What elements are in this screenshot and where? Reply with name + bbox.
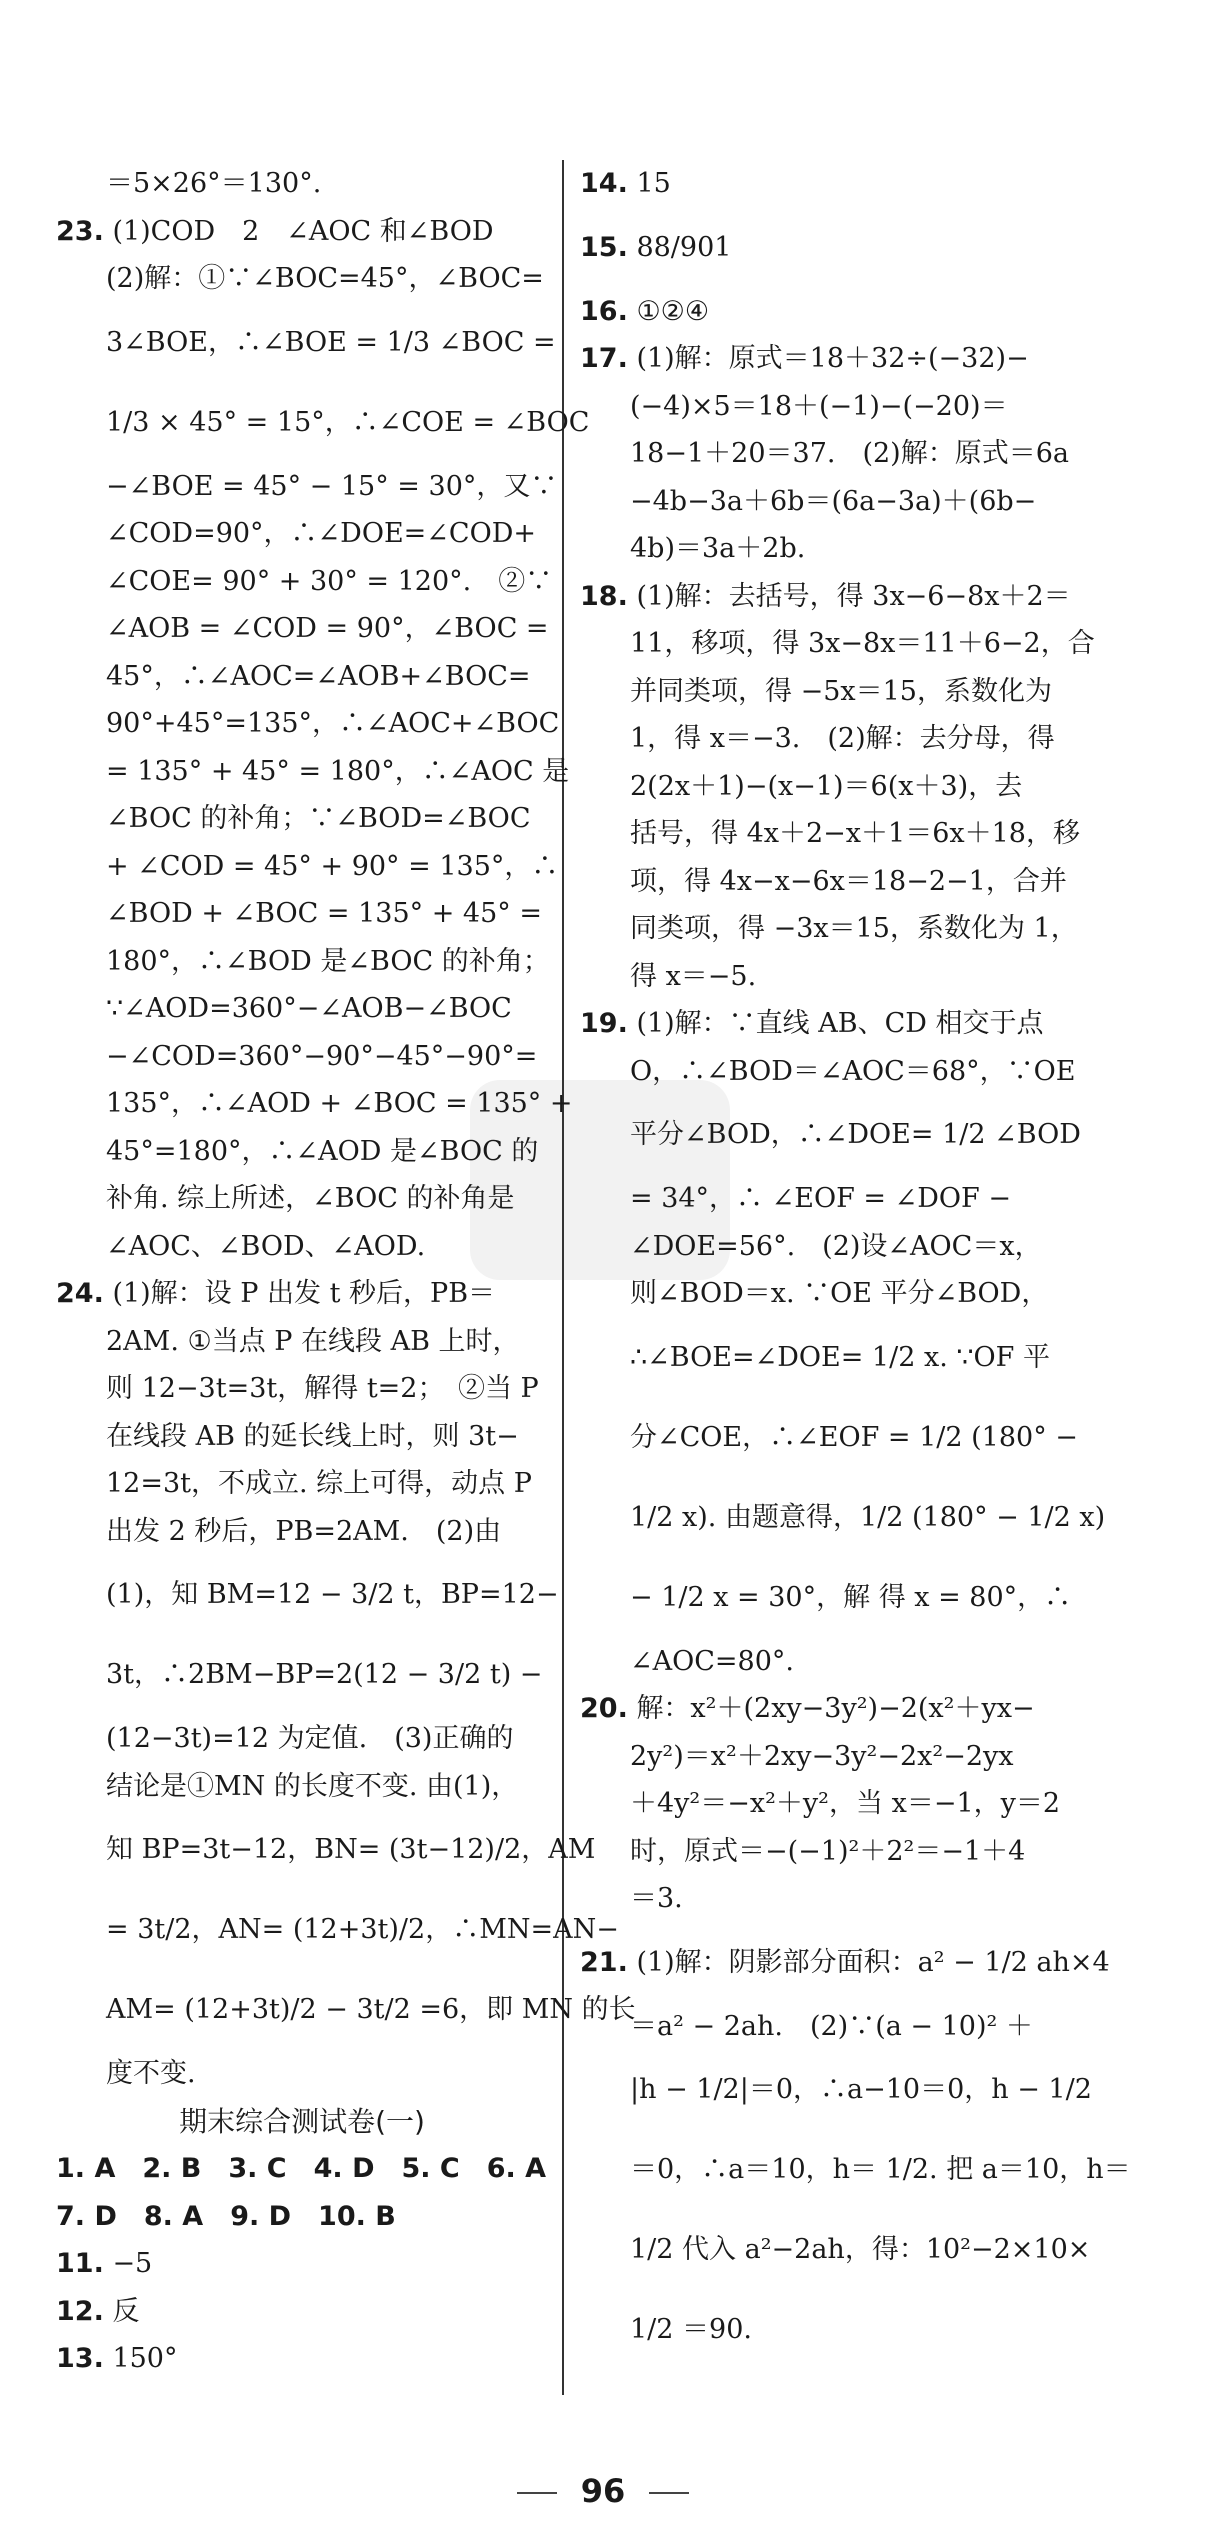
answer-text: = 34°，∴ ∠EOF = ∠DOF − <box>630 1183 1011 1214</box>
answer-text: ∠AOC、∠BOD、∠AOD. <box>106 1230 426 1262</box>
answer-line <box>580 2003 1152 2051</box>
column-divider <box>562 160 564 2395</box>
answer-line <box>56 1318 548 1366</box>
answer-line <box>56 2240 548 2288</box>
answer-line <box>580 1733 1152 1781</box>
answer-line <box>56 2050 548 2098</box>
answer-text: − 1/2 x = 30°，解 得 x = 80°，∴ <box>630 1581 1072 1613</box>
answer-line <box>580 208 1152 288</box>
answer-text: ∠AOB = ∠COD = 90°，∠BOC = <box>106 613 549 644</box>
answer-line <box>56 795 548 843</box>
answer-line <box>580 430 1152 478</box>
answer-line <box>56 1175 548 1223</box>
question-number: 11. <box>56 2248 104 2279</box>
answer-line <box>580 1478 1152 1558</box>
answer-line <box>580 1638 1152 1686</box>
answer-text: 分∠COE，∴∠EOF = 1/2 (180° − <box>630 1421 1078 1453</box>
answer-line <box>56 160 548 208</box>
answer-text: ∠BOC 的补角；∵∠BOD=∠BOC <box>106 803 531 834</box>
answer-text: 同类项，得 −3x＝15，系数化为 1， <box>630 913 1078 944</box>
answer-line <box>56 843 559 891</box>
answer-text: 45°=180°，∴∠AOD 是∠BOC 的 <box>106 1135 539 1167</box>
answer-text: ＝a² − 2ah. (2)∵(a − 10)² ＋ <box>630 2010 1033 2042</box>
question-number: 13. <box>56 2343 104 2374</box>
answer-line <box>56 1460 548 1508</box>
section-title: 期末综合测试卷(一) <box>179 2104 425 2138</box>
answer-text: 1，得 x＝−3. (2)解：去分母，得 <box>630 723 1055 754</box>
answer-text: 补角. 综上所述，∠BOC 的补角是 <box>106 1183 515 1214</box>
answer-text: 180°，∴∠BOD 是∠BOC 的补角； <box>106 945 550 977</box>
answer-text: 括号，得 4x＋2−x＋1＝6x＋18，移 <box>630 818 1080 849</box>
answer-line <box>580 1223 1152 1271</box>
answer-text: 项，得 4x−x−6x＝18−2−1，合并 <box>630 865 1067 897</box>
question-number: 20. <box>580 1693 628 1724</box>
answer-line <box>56 1080 573 1128</box>
answer-text: (1)，知 BM=12 − 3/2 t，BP=12− <box>106 1579 559 1610</box>
answer-text: 2y²)＝x²＋2xy−3y²−2x²−2yx <box>630 1740 1014 1772</box>
answer-line <box>56 1033 548 1081</box>
question-number: 17. <box>580 343 628 374</box>
answer-text: (1)解：阴影部分面积：a² − 1/2 ah×4 <box>636 1946 1110 1978</box>
answer-line <box>580 1828 1152 1876</box>
answer-text: = 135° + 45° = 180°，∴∠AOC 是 <box>106 755 570 787</box>
answer-text: 18−1＋20＝37. (2)解：原式＝6a <box>630 438 1069 469</box>
answer-text: ＋4y²＝−x²＋y²，当 x＝−1，y＝2 <box>630 1788 1061 1819</box>
answer-line <box>56 208 548 256</box>
answer-text: ∵∠AOD=360°−∠AOB−∠BOC <box>106 993 512 1024</box>
answer-line <box>56 1365 548 1413</box>
answer-text: 2(2x＋1)−(x−1)＝6(x＋3)，去 <box>630 770 1023 802</box>
answer-text: ∠AOC=80°. <box>630 1645 794 1677</box>
answer-text: 结论是①MN 的长度不变. 由(1)， <box>106 1770 519 1802</box>
answer-line <box>580 1923 1152 2003</box>
answer-text: (−4)×5＝18＋(−1)−(−20)＝ <box>630 390 1008 422</box>
answer-text: −∠BOE = 45° − 15° = 30°，又∵ <box>106 470 558 502</box>
answer-text: (12−3t)=12 为定值. (3)正确的 <box>106 1723 514 1754</box>
answer-text: (1)COD 2 ∠AOC 和∠BOD <box>112 215 494 247</box>
answer-text: 2AM. ①当点 P 在线段 AB 上时， <box>106 1325 520 1357</box>
answer-text: 反 <box>112 2295 140 2327</box>
answer-text: 则∠BOD＝x. ∵OE 平分∠BOD， <box>630 1278 1049 1309</box>
answer-line <box>580 1000 1152 1048</box>
multiple-choice-answers: 1. A 2. B 3. C 4. D 5. C 6. A <box>56 2153 547 2184</box>
footer-dash-right <box>649 2492 689 2494</box>
answer-text: 解：x²＋(2xy−3y²)−2(x²＋yx− <box>636 1693 1035 1724</box>
answer-text: 1/2 x). 由题意得，1/2 (180° − 1/2 x) <box>630 1501 1106 1533</box>
answer-text: (2)解：①∵∠BOC=45°，∠BOC= <box>106 263 544 294</box>
answer-line <box>580 763 1152 811</box>
answer-text: ∴∠BOE=∠DOE= 1/2 x. ∵OF 平 <box>630 1341 1050 1373</box>
answer-line <box>56 2288 548 2336</box>
answer-text: 在线段 AB 的延长线上时，则 3t− <box>106 1420 519 1452</box>
answer-text: 3∠BOE，∴∠BOE = 1/3 ∠BOC = <box>106 326 556 358</box>
answer-text: 11，移项，得 3x−8x＝11＋6−2，合 <box>630 628 1095 659</box>
answer-line <box>56 2335 548 2383</box>
answer-text: AM= (12+3t)/2 − 3t/2 =6，即 MN 的长 <box>106 1994 636 2025</box>
answer-line <box>580 2130 1152 2210</box>
answer-line <box>580 2210 1152 2290</box>
answer-line <box>56 463 558 511</box>
answer-line <box>580 573 1152 621</box>
answer-line <box>56 1270 548 1318</box>
answer-text: (1)解：设 P 出发 t 秒后，PB＝ <box>112 1278 496 1309</box>
answer-line <box>56 383 590 463</box>
answer-line <box>56 510 548 558</box>
question-number: 14. <box>580 168 628 199</box>
answer-line <box>580 525 1152 573</box>
answer-line <box>56 890 548 938</box>
answer-text: 15 <box>636 168 671 199</box>
answer-text: ＝5×26°＝130°. <box>106 168 322 199</box>
question-number: 23. <box>56 215 104 247</box>
answer-line <box>56 605 548 653</box>
answer-text: ＝3. <box>630 1883 683 1914</box>
answer-line <box>580 1095 1152 1175</box>
answer-line <box>580 1175 1152 1223</box>
answer-text: 1/2 代入 a²−2ah，得：10²−2×10× <box>630 2234 1091 2265</box>
answer-text: (1)解：去括号，得 3x−6−8x＋2＝ <box>636 580 1071 612</box>
answer-line <box>580 715 1152 763</box>
question-number: 19. <box>580 1008 628 1039</box>
answer-text: 12=3t，不成立. 综上可得，动点 P <box>106 1468 532 1499</box>
answer-line <box>56 700 560 748</box>
answer-line <box>580 2050 1152 2130</box>
answer-text: 88/901 <box>636 231 732 263</box>
answer-line <box>56 1810 596 1890</box>
answer-line <box>56 558 553 606</box>
question-number: 18. <box>580 580 628 612</box>
answer-line <box>580 1685 1152 1733</box>
answer-text: 150° <box>112 2343 178 2374</box>
right-column <box>580 160 1152 2370</box>
answer-text: −∠COD=360°−90°−45°−90°= <box>106 1040 538 1072</box>
answer-text: (1)解：原式＝18＋32÷(−32)− <box>636 343 1029 374</box>
answer-line <box>56 748 570 796</box>
question-number: 15. <box>580 231 628 263</box>
answer-text: −4b−3a＋6b＝(6a−3a)＋(6b− <box>630 485 1037 517</box>
answer-line <box>580 668 1152 716</box>
answer-line <box>56 653 548 701</box>
answer-text: 则 12−3t=3t，解得 t=2； ②当 P <box>106 1373 539 1404</box>
answer-line <box>580 288 1152 336</box>
answer-line <box>580 2290 1152 2370</box>
answer-text: 平分∠BOD，∴∠DOE= 1/2 ∠BOD <box>630 1119 1081 1150</box>
answer-line <box>56 985 548 1033</box>
question-number: 16. <box>580 295 628 327</box>
answer-line <box>56 255 548 303</box>
answer-text: 时，原式＝−(−1)²＋2²＝−1＋4 <box>630 1835 1026 1867</box>
answer-line <box>56 1223 548 1271</box>
answer-text: 度不变. <box>106 2058 196 2089</box>
answer-line <box>580 1398 1152 1478</box>
answer-line <box>580 1780 1152 1828</box>
multiple-choice-answers: 7. D 8. A 9. D 10. B <box>56 2200 396 2232</box>
answer-line <box>56 1970 636 2050</box>
answer-text: 90°+45°=135°，∴∠AOC+∠BOC <box>106 708 560 739</box>
answer-line <box>56 1413 548 1461</box>
answer-text: 4b)＝3a＋2b. <box>630 533 806 564</box>
answer-text: O，∴∠BOD＝∠AOC＝68°，∵OE <box>630 1055 1076 1087</box>
footer-dash-left <box>517 2492 557 2494</box>
answer-text: ∠COD=90°，∴∠DOE=∠COD+ <box>106 518 536 549</box>
answer-line <box>580 905 1152 953</box>
answer-line <box>580 1318 1152 1398</box>
answer-text: (1)解：∵直线 AB、CD 相交于点 <box>636 1008 1044 1039</box>
answer-text: ∠COE= 90° + 30° = 120°. ②∵ <box>106 565 553 597</box>
answer-line <box>580 1048 1152 1096</box>
answer-line <box>580 953 1152 1001</box>
answer-line <box>56 1635 548 1715</box>
answer-text: 1/2 ＝90. <box>630 2314 752 2345</box>
answer-line <box>56 1715 548 1763</box>
question-number: 12. <box>56 2295 104 2327</box>
answer-line <box>56 1555 559 1635</box>
answer-text: −5 <box>112 2248 153 2279</box>
question-number: 24. <box>56 1278 104 1309</box>
answer-line <box>56 1508 548 1556</box>
answer-text: |h − 1/2|＝0，∴a−10＝0，h − 1/2 <box>630 2074 1092 2105</box>
answer-text: 1/3 × 45° = 15°，∴∠COE = ∠BOC <box>106 406 590 438</box>
answer-text: 135°，∴∠AOD + ∠BOC = 135° + <box>106 1088 573 1119</box>
answer-text: ∠DOE=56°. (2)设∠AOC＝x， <box>630 1230 1042 1262</box>
answer-line <box>580 1270 1152 1318</box>
answer-line <box>580 858 1152 906</box>
answer-text: 知 BP=3t−12，BN= (3t−12)/2，AM <box>106 1834 596 1865</box>
answer-line <box>580 1875 1152 1923</box>
page-footer <box>0 2472 1206 2510</box>
answer-text: ∠BOD + ∠BOC = 135° + 45° = <box>106 898 542 929</box>
answer-line <box>580 383 1152 431</box>
answer-line <box>56 303 556 383</box>
answer-line <box>580 810 1152 858</box>
answer-text: + ∠COD = 45° + 90° = 135°，∴ <box>106 850 559 882</box>
answer-text: 3t，∴2BM−BP=2(12 − 3/2 t) − <box>106 1659 543 1690</box>
answer-text: 45°，∴∠AOC=∠AOB+∠BOC= <box>106 660 531 692</box>
answer-line <box>580 620 1152 668</box>
answer-line <box>56 1763 548 1811</box>
answer-line <box>56 1128 548 1176</box>
answer-line <box>580 1558 1152 1638</box>
answer-line <box>580 335 1152 383</box>
answer-text: ①②④ <box>636 295 710 327</box>
question-number: 21. <box>580 1946 628 1978</box>
answer-line <box>580 478 1152 526</box>
answer-text: = 3t/2，AN= (12+3t)/2，∴MN=AN− <box>106 1914 619 1945</box>
answer-line <box>56 938 548 986</box>
answer-text: 并同类项，得 −5x＝15，系数化为 <box>630 675 1052 707</box>
answer-text: ＝0，∴a＝10，h＝ 1/2. 把 a＝10，h＝ <box>630 2154 1131 2185</box>
answer-line <box>580 160 1152 208</box>
answer-text: 出发 2 秒后，PB=2AM. (2)由 <box>106 1515 502 1547</box>
page-number: 96 <box>580 2472 626 2510</box>
answer-text: 得 x＝−5. <box>630 960 757 992</box>
